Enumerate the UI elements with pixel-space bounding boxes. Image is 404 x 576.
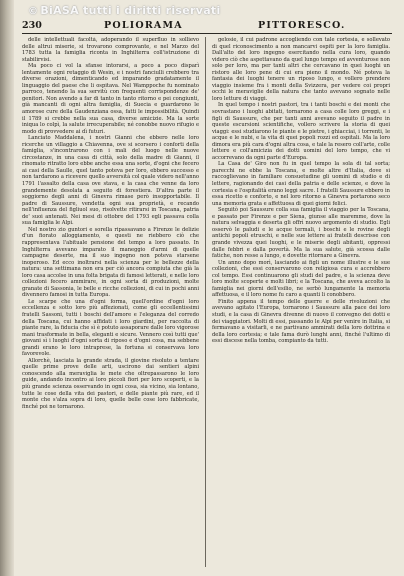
paragraph: Nel nostro zio guntori e sorella ripassavano a Firenze le delizie d'un fiorato alloggiamento, e questi ne riebbero ciò che rappresentava l'abituale pensione del tempo a loro passato. In Inghilterra avevano imparato il maneggio d'armi di quelle campagne deserte, ma il suo ingegno non poteva starsene inoperoso. Ed ecco inoltrarsi nella scienza per le bellezze della natura: una settimana non era per ciò ancora compiuta che già la loro casa accolse in una folta brigata di famosi letterati, e nelle loro collezioni fecero ammirare, in ogni sorta di produzioni, molte granate di Sassonia, le belle e ricche collezioni, di cui in pochi anni divennero famosi in tutta Europa. bbox=[22, 226, 199, 299]
paragraph: Ma poco ci vol la sfanse intorarsi, a poco a poco disparì lentamente ogni retaggio di Wesin, e i nostri fanciulli crebbero tra diverse orazioni, dimenticando ed imparando gradatamente il linguaggio del paese che li ospitava. Nel Wamppoche fu nominato parroco, tenendo la sua servitù con frequenti corrispondenze de' genitori. Non avendo a far di tanto in tanto ritorno e pei congiunti, già mancanti di ogni altra famiglia, di Suecia e guardarono le amorose cure della Gaudenziana ossa, fatti le impossibilità. Quindi il 1789 si crebbe nella sua casa, diverse amicizie. Ma la sorte iniqua lo colpì, la salute irrecuperabile; né conobbe nuovo rifugio e modo di provvedere ai dì futuri. bbox=[22, 63, 199, 135]
paragraph: Lanciato Maddalena, i nostri Gianni che ebbero nelle loro ricerche un villaggio a Chiavenna, ove si scorsero i conforti della famiglia, s'incontrarono con i mali del luogo nelle nuove circostanze, in una casa di città, solo della madre di Gianni, il rinomato ritratto loro ebbe anche essa una sorte, d'ogni che fecero ai casi della Saulle, quel tanto poteva per loro, ebbero successo e non tardarono a ricevere quello avversità col quale videro nell'anno 1791 l'assalto della casa ove stava, e la casa che venne da loro grandemente desolata a seguito di forestiera. D'altra parte il soggiorno degli anni di Ginevra rimase però insopportabile. Il padre di Saussure, vendetta ogni sua proprietà, e recando nell'influenza del figliuol suo, risolvette ritirarsi in Toscana, patria de' suoi antenati. Nei mesi di ottobre del 1793 egli passava colla sua famiglia le Alpi. bbox=[22, 135, 199, 227]
copyright-watermark bbox=[28, 4, 221, 17]
right-text-column bbox=[212, 37, 390, 569]
page-number: 230 bbox=[22, 20, 42, 31]
paragraph: La Casa de' Giro non fu in quel tempo la sola di tal sorta; parecchi ne ebbe la Toscana, e molte altre d'Italia, dove si raccoglievano in familiare consuetudine gli uomini di studio e di lettere, ragionando dei casi della patria e delle scienze, e dove la cortesia e l'ospitalità erano leggi sacre. I fratelli Saussure ebbero in essa ricetto e conforto, e nel loro ritorno a Ginevra portarono seco una memoria grata e affettuosa di quei giorni felici. bbox=[212, 161, 390, 207]
paragraph: Seguitò poi Saussure colla sua famiglia il viaggio per la Toscana, e passato per Firenze e per Siena, giunse alle maremme, dove la natura selvaggia e deserta gli offrì nuovo argomento di studio. Egli osservò le paludi e le acque termali, i boschi e le rovine degli antichi popoli etruschi, e nelle sue lettere ai fratelli descrisse con grande vivezza quei luoghi, e le miserie degli abitanti, oppressi dalle febbri e dalla povertà. Ma la sua salute, già scossa dalle fatiche, non resse a lungo, e dovette ritornare a Ginevra. bbox=[212, 207, 390, 260]
paragraph: delle intellettuali facoltà, adoperando il superfluo in sollievo delle altrui miserie, si trovarono comprovante, e nel Marzo del 1783 tutta la famiglia riconta in Inghilterra coll'istruzione di stabilirvisi. bbox=[22, 37, 199, 63]
paragraph: Le scarpe che una d'ogni forma, quell'ordine d'ogni loro eccellenza e sotto loro più affezionati, come gli eccellentissimi fratelli Sassoni, tutti i boschi dell'amore e l'eleganza del corredo della Toscana, cui hanno affidati i loro giardini, per raccolta di piante rare, la fiducia che sì è potuto assaporare dalle loro vigorose mani trasformate in bella, eleganti e sicure. Vennero così tutti que' giovani sì i luoghi d'ogni sorta di riposo e d'ogni cosa, ma sebbene grandi erano le loro intraprese, la fortuna si conservava loro favorevole. bbox=[22, 298, 199, 358]
paragraph: In quel tempo i nostri pastori, tra i tanti boschi e dei monti che sovrastano i luoghi abitati, tornarono a casa colle loro greggi, e i figli di Saussure, che per tanti anni avevano seguito il padre in queste escursioni scientifiche, vollero scrivere la storia di quei viaggi: essi studiarono le piante e le pietre, i ghiacciai, i torrenti, le acque e le nubi, e la vita di quei popoli rozzi ed ospitali. Ma la loro dimora era più cara d'ogni altra cosa, e tale la resero coll'arte, colle lettere e coll'amicizia dei dotti uomini del loro tempo, che vi accorrevano da ogni parte d'Europa. bbox=[212, 102, 390, 161]
paragraph: Allorchè, lasciata la grande strada, il giovine risoluto a tentare quelle prime prove delle arti, uscirono dai sentieri alpini conoscendo alla meraviglia le mete che oltrepassarono le loro guide, andando incontro ai loro piccoli fiori per loro scoperti, e la più grande scienza osservando in ogni cosa, sia vicino, sia lontano, tutte le cose della vita dei pastori, e delle piante più rare, ed il monte che s'alza sopra di loro, quelle belle cose loro fabbricate, finché poi ne tornarono. bbox=[22, 357, 199, 410]
paragraph: Finito appena il tempo delle guerre e delle rivoluzioni che avevano agitato l'Europa, tornarono i Saussure alla pace dei loro studi, e la casa di Ginevra divenne di nuovo il convegno dei dotti e dei viaggiatori. Molti di essi, passando le Alpi per venire in Italia, si fermavano a visitarli, e ne partivano ammirati della loro dottrina e della loro cortesia; e tale fama durò lunghi anni, finché l'ultimo di essi discese nella tomba, compianto da tutti. bbox=[212, 298, 390, 345]
running-title-left: POLIORAMA bbox=[104, 20, 183, 31]
running-title-right: PITTORESCO. bbox=[258, 20, 346, 31]
column-divider bbox=[205, 37, 206, 567]
paragraph: gelosie, il cui padrone accogliendo con tale cortesia, e sollevato di quel riconoscimento a non mancarvi ospiti per la loro famiglia. Dall'alto del loro ingegno esercitando nella cura loro, quando videro ciò che aspettavano da quel lungo tempo ed avventurose non solo per loro, ma per tanti altri che cercavano in quei luoghi un ristoro alle loro pene di cui era pieno il mondo. Né poteva la fantasia dei luoghi tenere un riposo lungo, e vollero prendere viaggio insieme fra i monti della Svizzera, per vedere coi propri occhi le meraviglie della natura che tanto avevano sognato nelle loro letture di viaggi. bbox=[212, 37, 390, 102]
header-rule bbox=[22, 33, 392, 34]
copyright-symbol: © bbox=[28, 6, 39, 17]
paragraph: Un anno dopo morì, lasciando ai figli un nome illustre e le sue collezioni, che essi conservarono con religiosa cura e accrebbero col tempo. Essi continuarono gli studi del padre, e la scienza deve loro molte scoperte e molti libri; e la Toscana, che aveva accolto la famiglia nei giorni dell'esilio, ne serbò lungamente la memoria affettuosa, e il loro nome fu caro a quanti li conobbero. bbox=[212, 259, 390, 299]
watermark-text: BiASA tutti i diritti riservati bbox=[40, 4, 221, 17]
binding-gutter bbox=[0, 0, 14, 576]
left-text-column bbox=[22, 37, 199, 569]
